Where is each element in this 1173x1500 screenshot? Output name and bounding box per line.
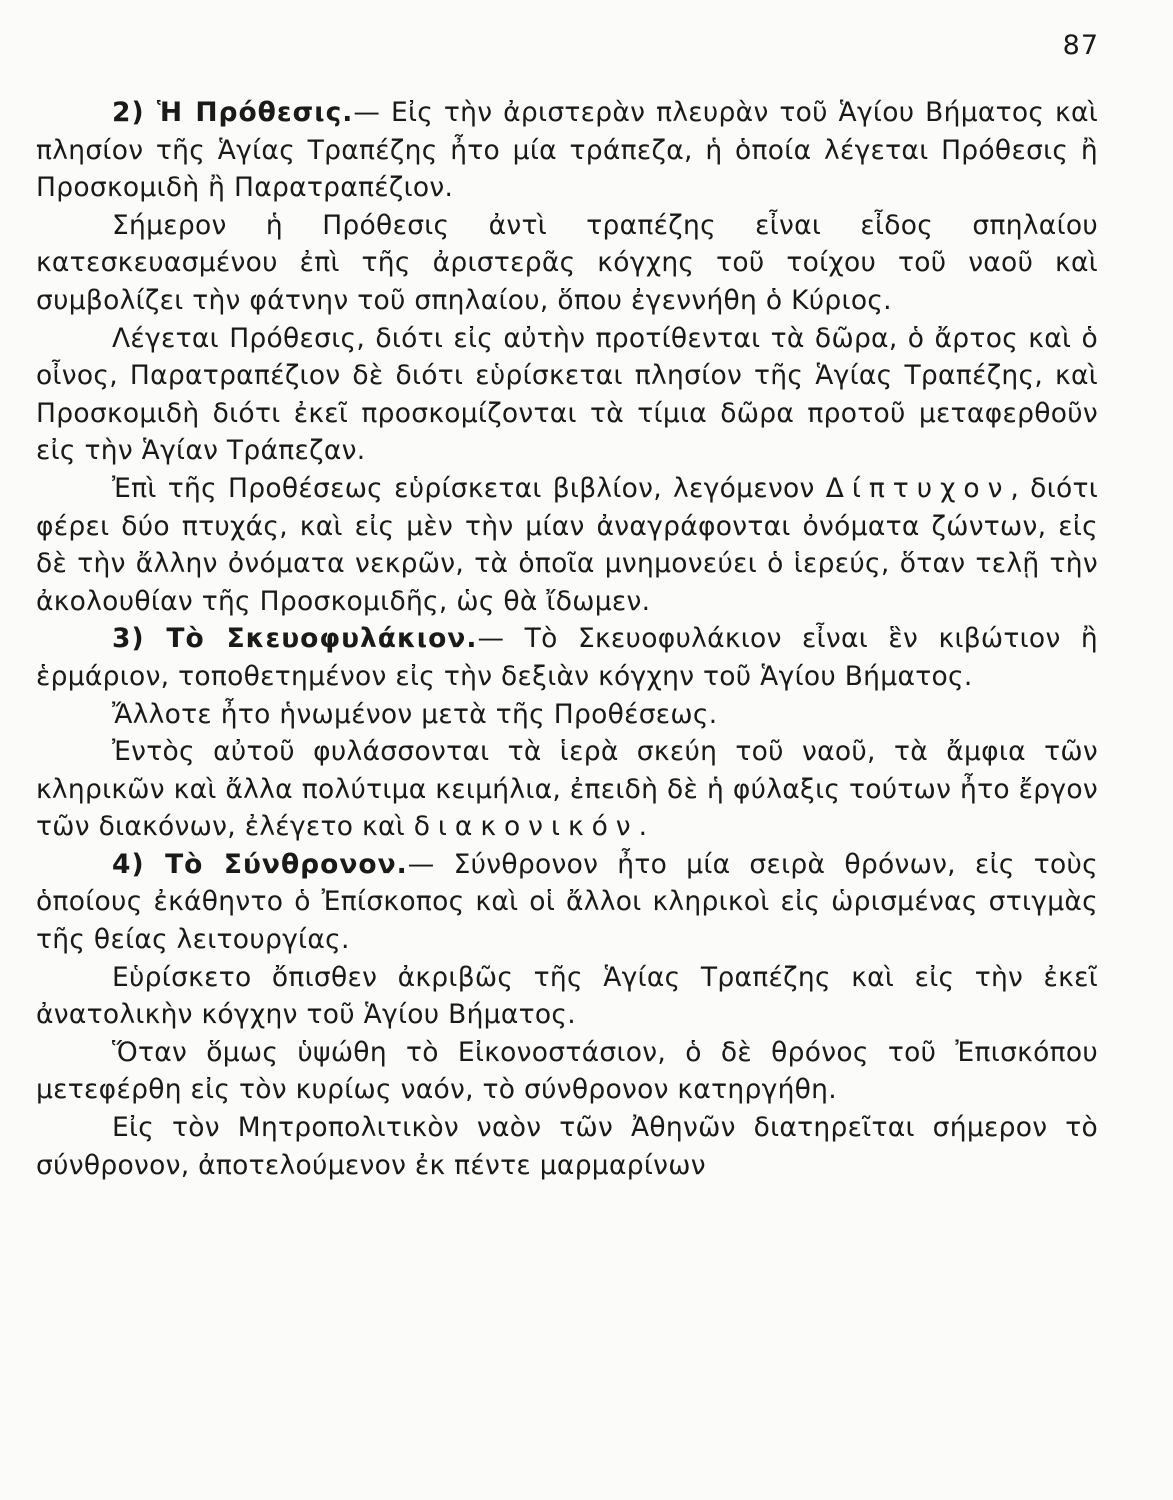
paragraph-text: Ἐπὶ τῆς Προθέσεως εὑρίσκεται βιβλίον, λεγόμενον bbox=[112, 472, 826, 504]
paragraph: Εὑρίσκετο ὄπισθεν ἀκριβῶς τῆς Ἁγίας Τραπέζης καὶ εἰς τὴν ἐκεῖ ἀνατολικὴν κόγχην τοῦ Ἁγίου Βήματος. bbox=[36, 961, 1098, 1031]
paragraph-text: — Σύνθρονον ἦτο μία σειρὰ θρόνων, εἰς τοὺς ὁποίους ἐκάθηντο ὁ Ἐπίσκοπος καὶ οἱ ἄλλοι κληρικοὶ εἰς ὡρισμένας στιγμὰς τῆς θείας λειτουργίας. bbox=[36, 848, 1098, 956]
paragraph: Σήμερον ἡ Πρόθεσις ἀντὶ τραπέζης εἶναι εἶδος σπηλαίου κατεσκευασμένου ἐπὶ τῆς ἀριστερᾶς κόγχης τοῦ τοίχου τοῦ ναοῦ καὶ συμβολίζει τὴν φάτνην τοῦ σπηλαίου, ὅπου ἐγεννήθη ὁ Κύριος. bbox=[36, 209, 1098, 316]
paragraph-diptych bbox=[36, 470, 1098, 620]
spaced-term: Δίπτυχον bbox=[825, 472, 1011, 504]
paragraph-text: , διότι φέρει δύο πτυχάς, καὶ εἰς μὲν τὴν μίαν ἀναγράφονται ὀνόματα ζώντων, εἰς δὲ τὴν ἄλλην ὀνόματα νεκρῶν, τὰ ὁποῖα μνημονεύει ὁ ἱερεύς, ὅταν τελῇ τὴν ἀκολουθίαν τῆς Προσκομιδῆς, ὡς θὰ ἴδωμεν. bbox=[36, 472, 1099, 617]
spaced-term: διακονικόν bbox=[413, 811, 639, 843]
paragraph-text: — Τὸ Σκευοφυλάκιον εἶναι ἓν κιβώτιον ἢ ἑρμάριον, τοποθετημένον εἰς τὴν δεξιὰν κόγχην τοῦ Ἁγίου Βήματος. bbox=[36, 623, 1099, 692]
paragraph-text: — Εἰς τὴν ἀριστερὰν πλευρὰν τοῦ Ἁγίου Βήματος καὶ πλησίον τῆς Ἁγίας Τραπέζης ἦτο μία τράπεζα, ἡ ὁποία λέγεται Πρόθεσις ἢ Προσκομιδὴ ἢ Παρατραπέζιον. bbox=[36, 97, 1098, 204]
paragraph-skeuophylakion-heading bbox=[36, 620, 1098, 695]
paragraph-diakonikon bbox=[36, 733, 1098, 846]
paragraph-text: . bbox=[638, 811, 648, 843]
section-heading-skeuophylakion: 3) Τὸ Σκευοφυλάκιον. bbox=[112, 623, 478, 655]
paragraph-prothesis-heading bbox=[36, 94, 1098, 207]
paragraph-text: Ἐντὸς αὐτοῦ φυλάσσονται τὰ ἱερὰ σκεύη τοῦ ναοῦ, τὰ ἄμφια τῶν κληρικῶν καὶ ἄλλα πολύτιμα κειμήλια, ἐπειδὴ δὲ ἡ φύλαξις τούτων ἦτο ἔργον τῶν διακόνων, ἐλέγετο καὶ bbox=[36, 736, 1098, 843]
page-number: 87 bbox=[1062, 30, 1099, 61]
section-heading-prothesis: 2) Ἡ Πρόθεσις. bbox=[112, 97, 354, 128]
paragraph: Ὅταν ὅμως ὑψώθη τὸ Εἰκονοστάσιον, ὁ δὲ θρόνος τοῦ Ἐπισκόπου μετεφέρθη εἰς τὸν κυρίως ναόν, τὸ σύνθρονον κατηργήθη. bbox=[36, 1036, 1098, 1106]
paragraph: Λέγεται Πρόθεσις, διότι εἰς αὐτὴν προτίθενται τὰ δῶρα, ὁ ἄρτος καὶ ὁ οἶνος, Παρατραπέζιον δὲ διότι εὑρίσκεται πλησίον τῆς Ἁγίας Τραπέζης, καὶ Προσκομιδὴ διότι ἐκεῖ προσκομίζονται τὰ τίμια δῶρα προτοῦ μεταφερθοῦν εἰς τὴν Ἁγίαν Τράπεζαν. bbox=[36, 322, 1098, 467]
body-text bbox=[36, 94, 1098, 1184]
paragraph: Ἄλλοτε ἦτο ἡνωμένον μετὰ τῆς Προθέσεως. bbox=[112, 698, 718, 730]
paragraph: Εἰς τὸν Μητροπολιτικὸν ναὸν τῶν Ἀθηνῶν διατηρεῖται σήμερον τὸ σύνθρονον, ἀποτελούμενον ἐκ πέντε μαρμαρίνων bbox=[36, 1112, 1098, 1181]
section-heading-synthronon: 4) Τὸ Σύνθρονον. bbox=[112, 848, 408, 880]
paragraph-synthronon-heading bbox=[36, 846, 1098, 959]
